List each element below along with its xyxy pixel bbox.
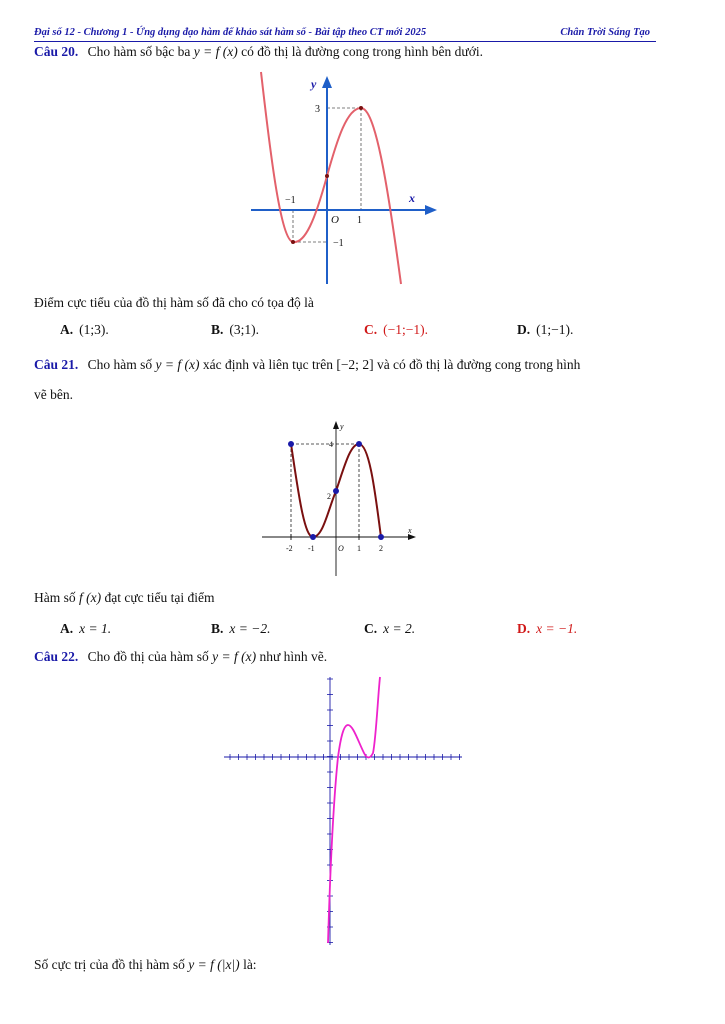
q21-option-c-label: C. [364,621,378,636]
q21-option-a-value: x = 1. [79,621,112,636]
q20-tick-neg1-y: −1 [333,238,344,249]
q22-axes [224,677,462,945]
q20-min-point [291,240,295,244]
q21-option-c-value: x = 2. [383,621,416,636]
q21-point-right [378,534,384,540]
q20-stem-pre: Cho hàm số bậc ba [87,44,191,59]
q22-curve [328,677,380,943]
q22-question [34,957,257,973]
q21-option-c[interactable] [364,621,415,637]
q21-tick-2: 2 [327,492,331,501]
q21-option-d-value: x = −1. [536,621,578,636]
q20-option-d-value: (1;−1). [536,322,574,337]
q21-point-intercept [333,488,339,494]
q20-option-d-label: D. [517,322,531,337]
q21-origin-label: O [338,544,344,553]
q21-tick-neg1: -1 [308,544,315,553]
q21-option-b-value: x = −2. [229,621,271,636]
q20-tick-neg1-x: −1 [285,195,296,206]
q21-question-func: f (x) [79,590,102,605]
q21-stem-func: y = f (x) [155,357,200,372]
q21-tick-2x: 2 [379,544,383,553]
q21-y-label: y [340,422,344,431]
q21-point-max [356,441,362,447]
q21-option-a[interactable] [60,621,111,637]
q21-option-d[interactable] [517,621,577,637]
header-publisher: Chân Trời Sáng Tạo [560,27,650,38]
q20-curve [261,72,401,284]
q21-question [34,590,215,606]
q20-y-label: y [311,77,317,91]
q20-option-c-label: C. [364,322,378,337]
q20-x-label: x [409,191,415,205]
q22-stem-pre: Cho đồ thị của hàm số [87,649,209,664]
q22-stem-post: như hình vẽ. [259,649,328,664]
q21-y-arrow-icon [333,421,339,429]
q20-option-b-value: (3;1). [229,322,260,337]
q20-option-c[interactable] [364,322,428,338]
q21-point-min [310,534,316,540]
q20-option-c-value: (−1;−1). [383,322,428,337]
q21-axes [262,426,410,576]
q21-number: Câu 21. [34,357,79,372]
q20-stem-post: có đồ thị là đường cong trong hình bên dưới. [241,44,483,59]
q22-graph [220,675,470,947]
q20-option-d[interactable] [517,322,573,338]
q21-stem [34,357,580,373]
q20-y-intercept-point [325,174,329,178]
q21-option-a-label: A. [60,621,74,636]
q21-stem-pre: Cho hàm số [87,357,153,372]
page-header [34,27,656,42]
q20-option-a-label: A. [60,322,74,337]
q21-option-d-label: D. [517,621,531,636]
q22-stem [34,649,327,665]
q21-tick-4: 4 [329,440,333,449]
q20-origin-label: O [331,214,339,226]
q20-y-arrow-icon [322,76,332,88]
q21-graph [258,420,428,580]
q21-stem-post: và có đồ thị là đường cong trong hình [376,357,581,372]
q20-option-a-value: (1;3). [79,322,109,337]
q22-question-pre: Số cực trị của đồ thị hàm số [34,957,185,972]
q22-question-post: là: [243,957,257,972]
q20-question: Điểm cực tiểu của đồ thị hàm số đã cho có tọa độ là [34,295,314,310]
q21-option-b[interactable] [211,621,270,637]
q20-option-b[interactable] [211,322,259,338]
q21-stem-line2: vẽ bên. [34,387,73,402]
q20-stem-func: y = f (x) [193,44,238,59]
q20-axes [251,84,429,284]
q21-stem-mid: xác định và liên tục trên [202,357,333,372]
header-title: Đại số 12 - Chương 1 - Ứng dụng đạo hàm để khảo sát hàm số - Bài tập theo CT mới 2025 [34,27,427,38]
q20-tick-1: 1 [357,215,362,226]
q20-number: Câu 20. [34,44,79,59]
q21-question-pre: Hàm số [34,590,76,605]
q20-graph [245,70,445,290]
q20-x-arrow-icon [425,205,437,215]
q21-tick-neg2: -2 [286,544,293,553]
q20-tick-3: 3 [315,104,320,115]
q20-option-b-label: B. [211,322,224,337]
q21-x-label: x [408,526,412,535]
q21-stem-interval: [−2; 2] [336,357,374,372]
q21-point-left [288,441,294,447]
q20-stem [34,44,483,60]
q21-option-b-label: B. [211,621,224,636]
q20-max-point [359,106,363,110]
q21-question-post: đạt cực tiểu tại điểm [104,590,215,605]
q22-question-func: y = f (|x|) [188,957,240,972]
q22-number: Câu 22. [34,649,79,664]
q20-option-a[interactable] [60,322,109,338]
q21-tick-1: 1 [357,544,361,553]
q22-stem-func: y = f (x) [212,649,257,664]
